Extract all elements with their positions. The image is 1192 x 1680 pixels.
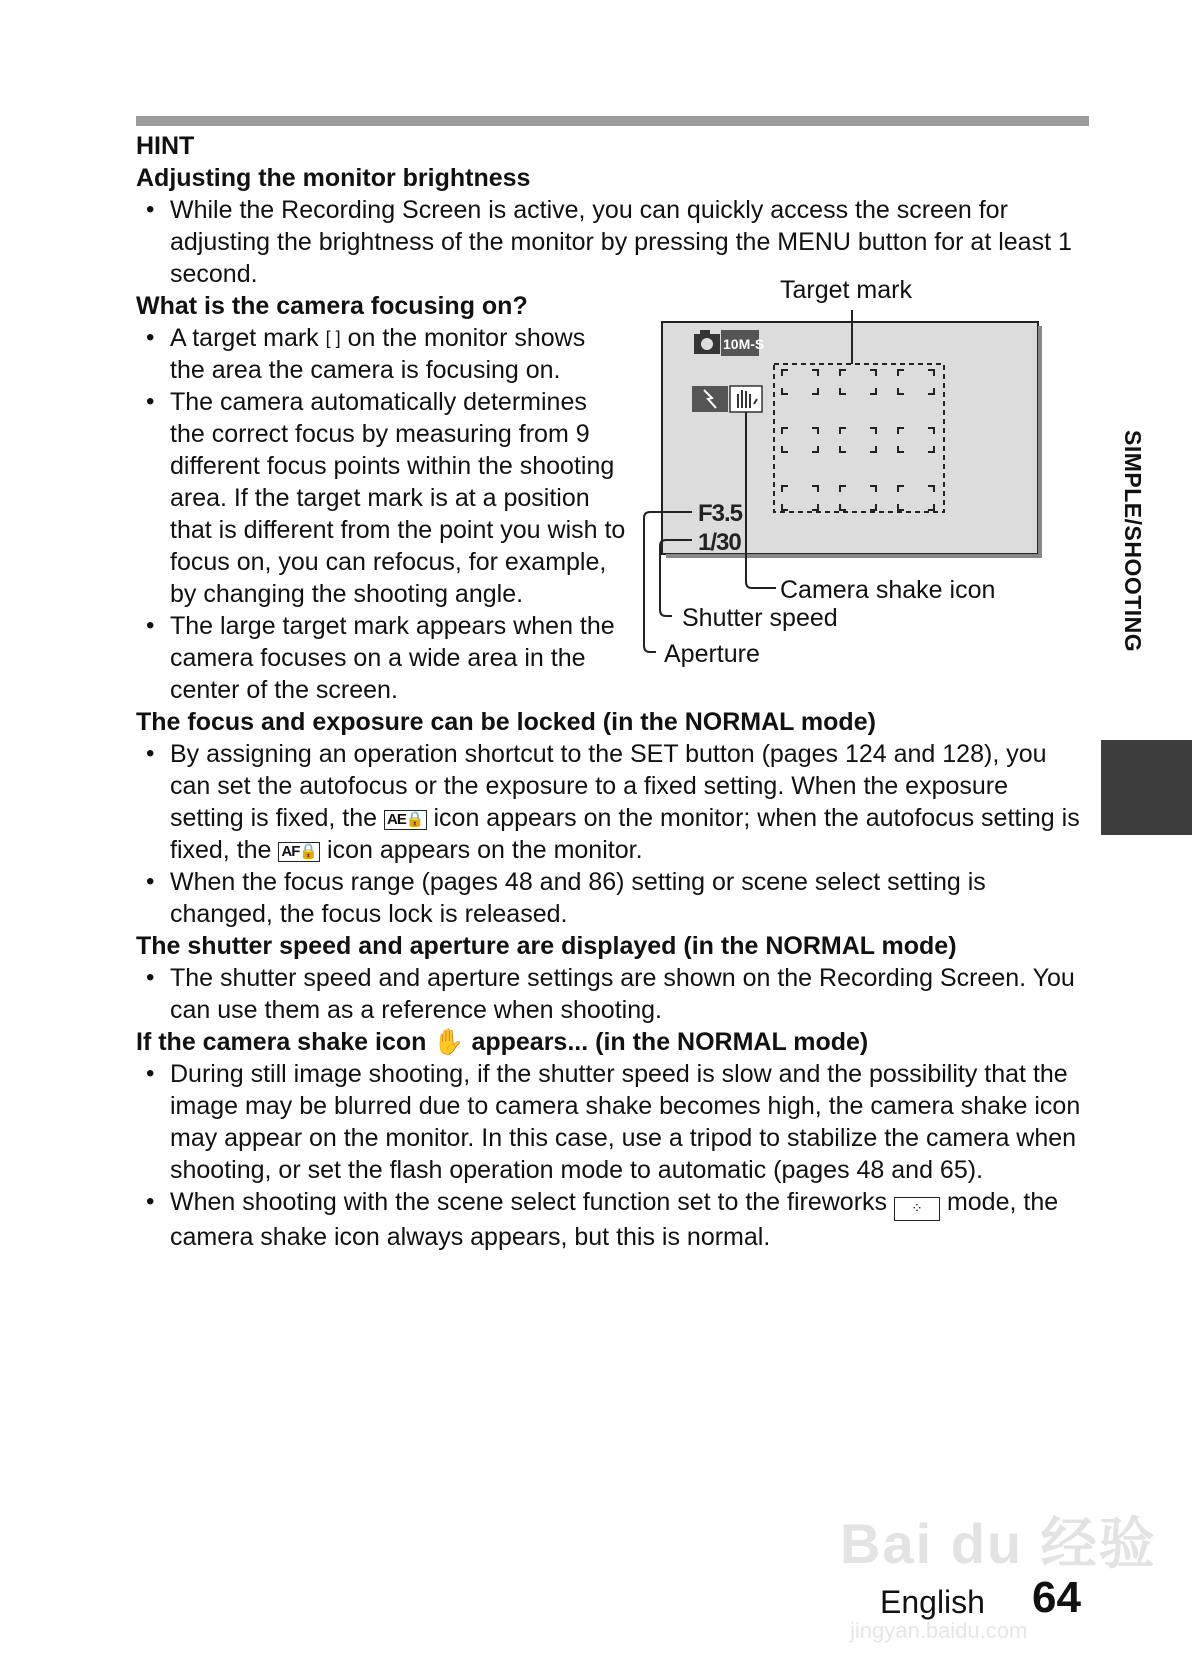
text-fragment: icon appears on the monitor; when the autofocus setting is fixed, the: [170, 804, 1080, 864]
recording-screen-diagram: [626, 258, 1086, 678]
list-item: [136, 738, 1086, 866]
recording-screen-figure: [626, 258, 1086, 678]
baidu-watermark: Bai du 经验: [840, 1512, 1157, 1575]
list-focusing: [136, 322, 626, 706]
list-shutter-aperture: [136, 962, 1086, 1026]
list-item: • The camera automatically determines the correct focus by measuring from 9 different focus points within the shooting area. If the target mark is at a position that is different from the point you wish to focus on, you can refocus, for example, by changing the shooting angle.: [136, 386, 626, 610]
section-side-tab: [1101, 740, 1192, 835]
text-fragment: icon appears on the monitor.: [327, 836, 643, 864]
list-item: • The shutter speed and aperture settings are shown on the Recording Screen. You can use them as a reference when shooting.: [136, 962, 1086, 1026]
list-item: [136, 1186, 1086, 1253]
shutter-value: 1/30: [698, 529, 741, 556]
label-camera-shake: Camera shake icon: [780, 576, 996, 604]
heading-monitor-brightness: Adjusting the monitor brightness: [136, 164, 531, 192]
text-fragment: A target mark: [170, 324, 319, 352]
list-item: • While the Recording Screen is active, you can quickly access the screen for adjusting the brightness of the monitor by pressing the MENU button for at least 1 second.: [136, 194, 1086, 290]
size-badge-text: 10M-S: [723, 336, 765, 352]
text-fragment: on the monitor shows the area the camera is focusing on.: [170, 324, 586, 384]
camera-shake-icon: ✋: [433, 1028, 465, 1056]
label-shutter-speed: Shutter speed: [682, 604, 838, 632]
heading-camera-shake: [136, 1026, 1086, 1058]
text-fragment: appears... (in the NORMAL mode): [471, 1028, 869, 1056]
baidu-watermark-url: jingyan.baidu.com: [850, 1618, 1028, 1643]
aperture-value: F3.5: [698, 500, 743, 527]
list-item: • During still image shooting, if the shutter speed is slow and the possibility that the image may be blurred due to camera shake becomes high, the camera shake icon may appear on the monitor. In this case, use a tripod to stabilize the camera when shooting, or set the flash operation mode to automatic (pages 48 and 65).: [136, 1058, 1086, 1186]
page-content: [136, 130, 1086, 1253]
list-item: [136, 322, 626, 386]
label-aperture: Aperture: [664, 640, 760, 668]
heading-focus-lock: The focus and exposure can be locked (in the NORMAL mode): [136, 708, 876, 736]
list-item: • The large target mark appears when the camera focuses on a wide area in the center of the screen.: [136, 610, 626, 706]
hint-rule: [136, 116, 1089, 126]
hint-label: HINT: [136, 132, 195, 160]
text-fragment: By assigning an operation shortcut to the SET button (pages 124 and 128), you can set the autofocus or the exposure to a fixed setting. When the exposure setting is fixed, the: [170, 740, 1047, 832]
list-focus-lock: [136, 738, 1086, 930]
target-mark-icon: [ ]: [325, 328, 341, 348]
list-item: • When the focus range (pages 48 and 86) setting or scene select setting is changed, the focus lock is released.: [136, 866, 1086, 930]
fireworks-icon: ⁘: [894, 1197, 940, 1221]
ae-lock-icon: AE🔒: [384, 810, 427, 830]
section-side-label: SIMPLE/SHOOTING: [1120, 430, 1146, 653]
page-number: 64: [1032, 1573, 1081, 1622]
monitor-shadow-side: [1038, 326, 1042, 558]
heading-focusing-on: What is the camera focusing on?: [136, 292, 528, 320]
focus-text-column: [136, 290, 626, 706]
text-fragment: When shooting with the scene select function set to the fireworks: [170, 1188, 888, 1216]
label-target-mark: Target mark: [780, 276, 912, 304]
footer-language: English: [880, 1584, 985, 1620]
list-camera-shake: [136, 1058, 1086, 1253]
text-fragment: mode, the camera shake icon always appears, but this is normal.: [170, 1188, 1059, 1251]
af-lock-icon: AF🔒: [278, 842, 320, 862]
text-fragment: If the camera shake icon: [136, 1028, 427, 1056]
focus-section: [136, 276, 1086, 706]
heading-shutter-aperture: The shutter speed and aperture are displayed (in the NORMAL mode): [136, 932, 957, 960]
